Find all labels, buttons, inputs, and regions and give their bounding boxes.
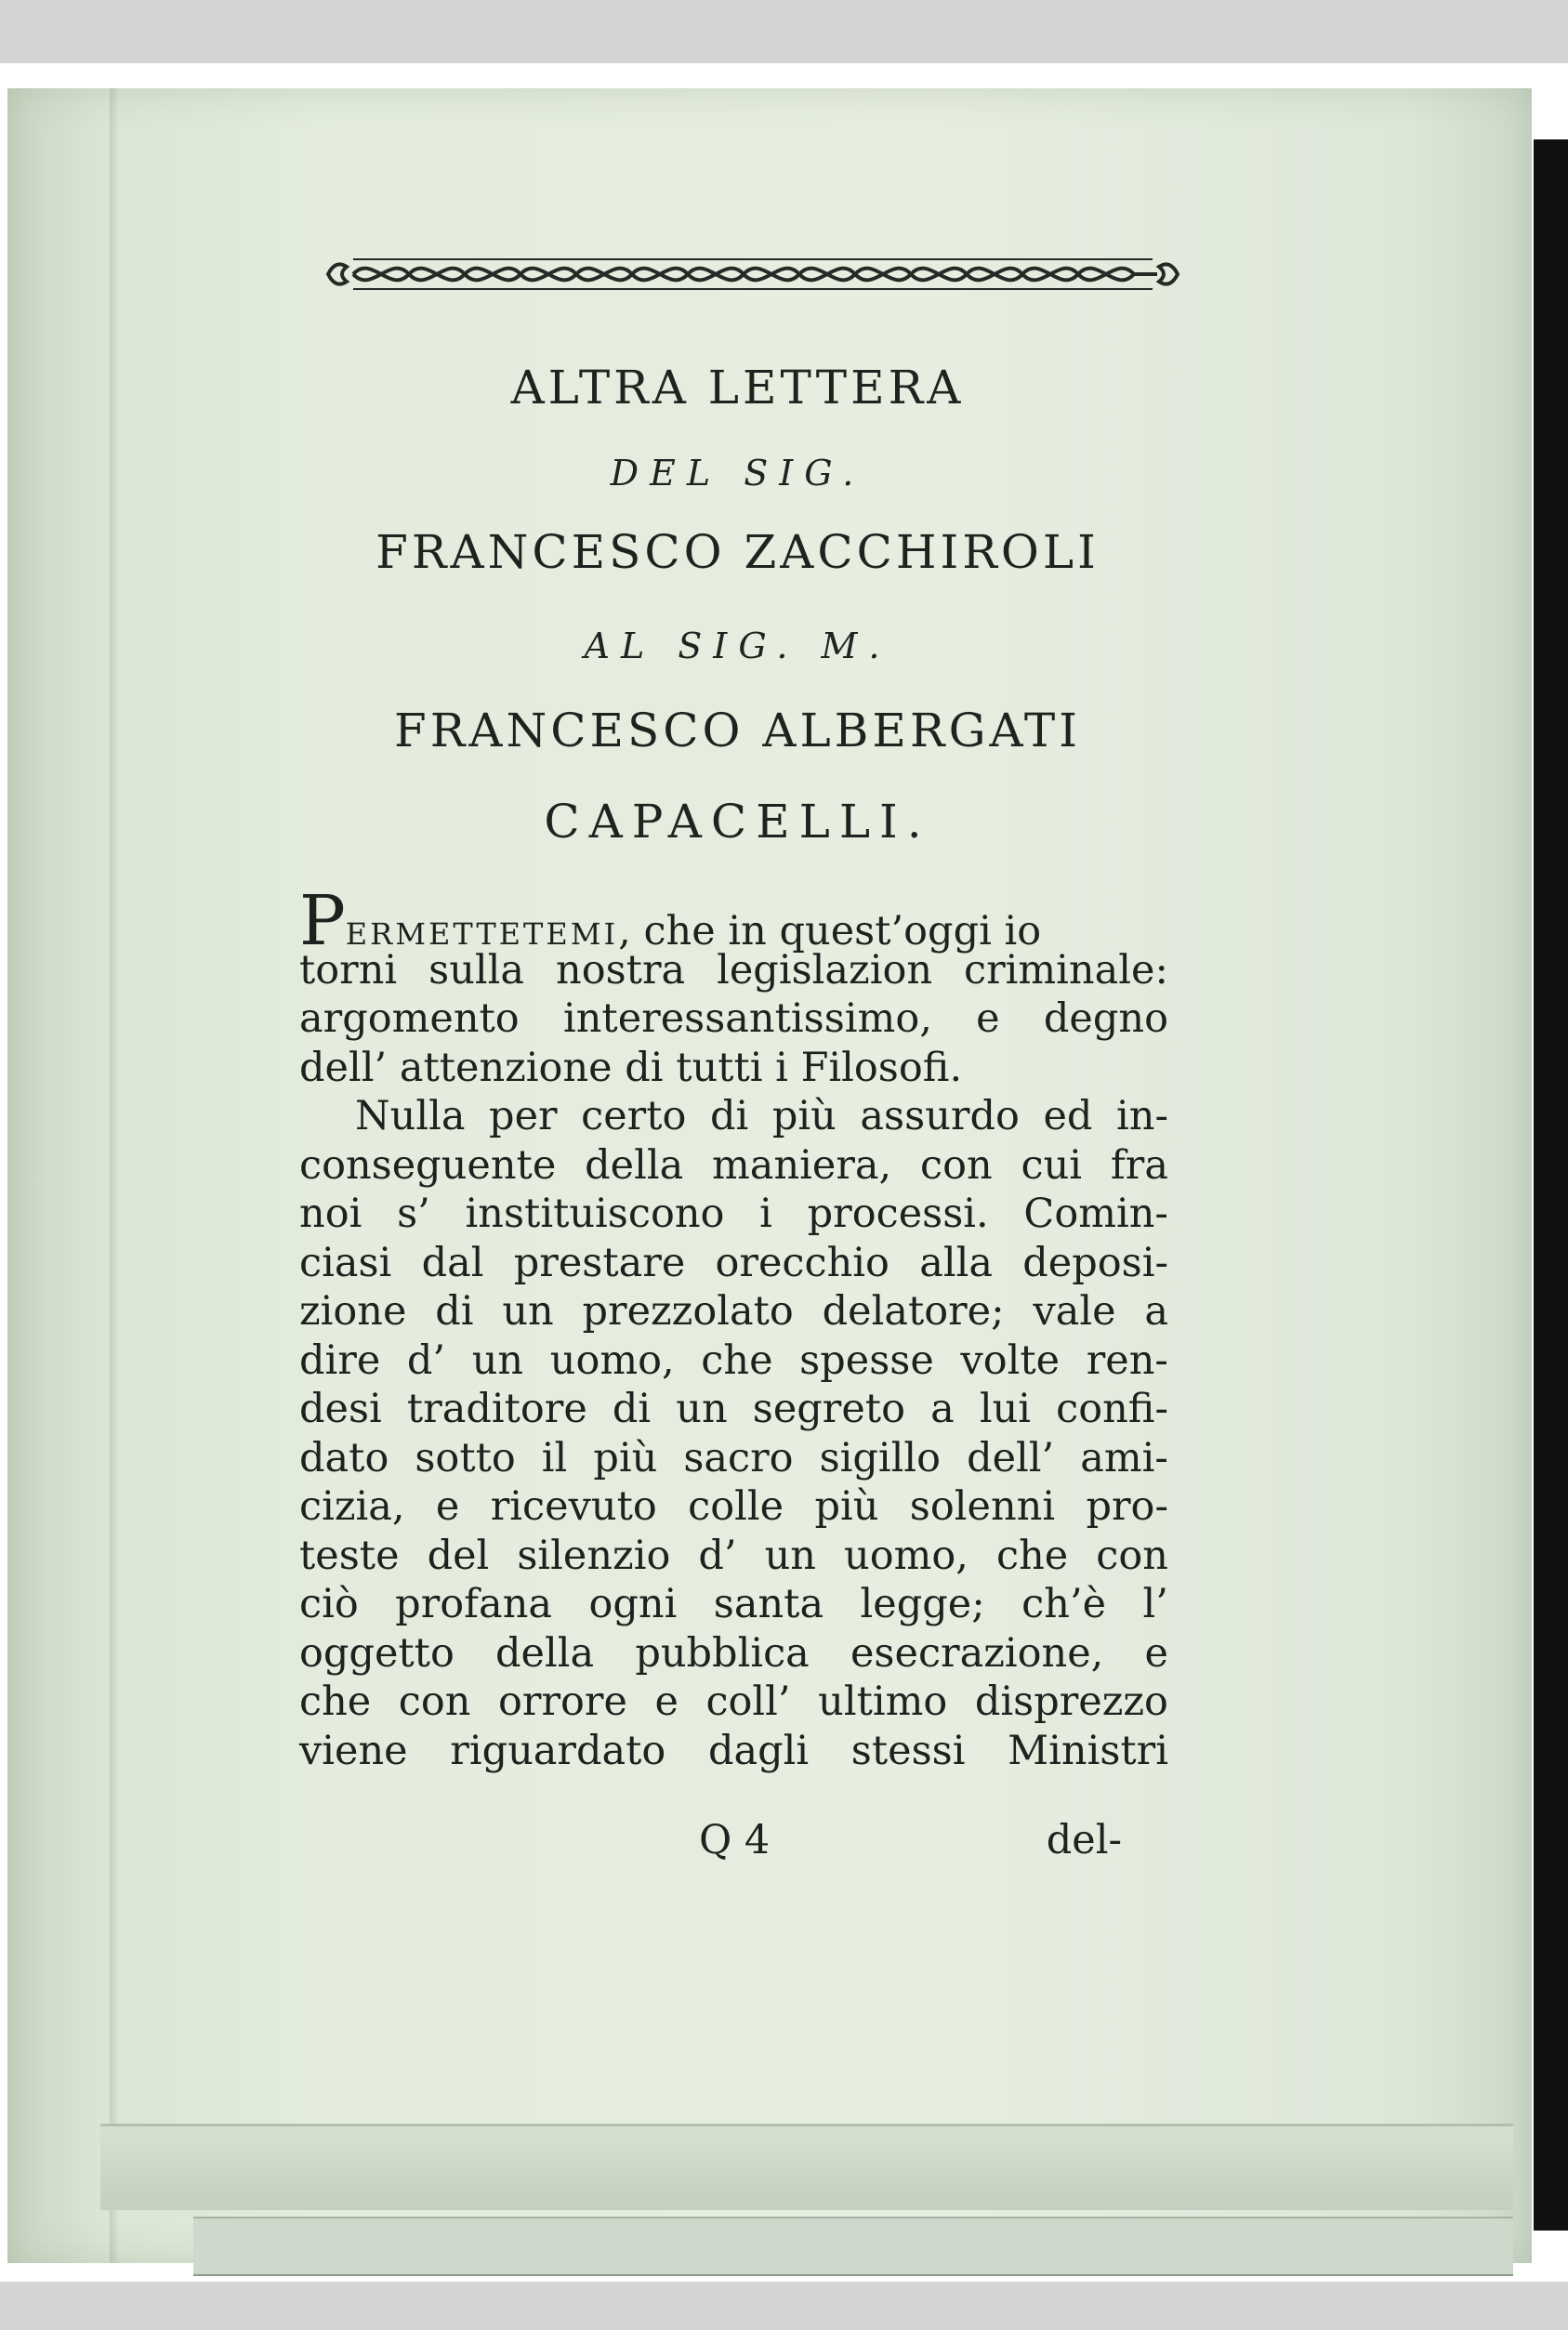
page-bottom-edge <box>100 2124 1513 2210</box>
title-al-sig: AL SIG. M. <box>584 625 891 666</box>
title-author-name: FRANCESCO ZACCHIROLI <box>376 525 1100 579</box>
text-line: viene riguardato dagli stessi Ministri <box>299 1727 1168 1774</box>
text-line: che con orrore e coll’ ultimo disprezzo <box>299 1678 1168 1725</box>
text-line: zione di un prezzolato delatore; vale a <box>299 1288 1168 1335</box>
text-line: Nulla per certo di più assurdo ed in- <box>355 1093 1168 1139</box>
page-footer <box>299 1817 1168 1873</box>
catchword: del- <box>1046 1817 1122 1863</box>
text-line: dell’ attenzione di tutti i Filosofi. <box>299 1044 963 1091</box>
title-del-sig: DEL SIG. <box>610 453 865 494</box>
text-line: ciasi dal prestare orecchio alla deposi- <box>299 1239 1168 1286</box>
page-gutter <box>110 88 119 2263</box>
text-line: noi s’ instituiscono i processi. Comin- <box>299 1191 1168 1237</box>
first-line-rest: , che in quest’oggi io <box>618 908 1042 954</box>
text-line: dato sotto il più sacro sigillo dell’ ami- <box>299 1434 1168 1481</box>
drop-cap: P <box>299 881 346 961</box>
text-line: conseguente della maniera, con cui fra <box>299 1141 1168 1189</box>
title-altra-lettera: ALTRA LETTERA <box>510 361 965 415</box>
text-line <box>299 881 1168 961</box>
text-line: desi traditore di un segreto a lui confi- <box>299 1386 1168 1432</box>
small-caps-word: ERMETTETEMI <box>345 916 619 952</box>
text-line: cizia, e ricevuto colle più solenni pro- <box>299 1483 1168 1530</box>
letter-body <box>299 881 1168 1775</box>
signature-mark: Q 4 <box>699 1817 771 1863</box>
page-fold <box>193 2217 1513 2276</box>
title-recipient-name: FRANCESCO ALBERGATI <box>394 704 1081 757</box>
decorative-border-ornament <box>321 246 1185 302</box>
text-line: oggetto della pubblica esecrazione, e <box>299 1629 1168 1677</box>
text-line: teste del silenzio d’ un uomo, che con <box>299 1532 1168 1579</box>
scan-top-margin <box>0 0 1568 63</box>
text-line: ciò profana ogni santa legge; ch’è l’ <box>299 1581 1168 1627</box>
text-line: argomento interessantissimo, e degno <box>299 995 1168 1042</box>
title-recipient-surname: CAPACELLI. <box>544 795 931 849</box>
text-line: torni sulla nostra legislazion criminale: <box>299 946 1168 994</box>
text-line: dire d’ un uomo, che spesse volte ren- <box>299 1336 1168 1384</box>
scan-bottom-margin <box>0 2282 1568 2330</box>
scan-right-shadow <box>1534 139 1568 2231</box>
